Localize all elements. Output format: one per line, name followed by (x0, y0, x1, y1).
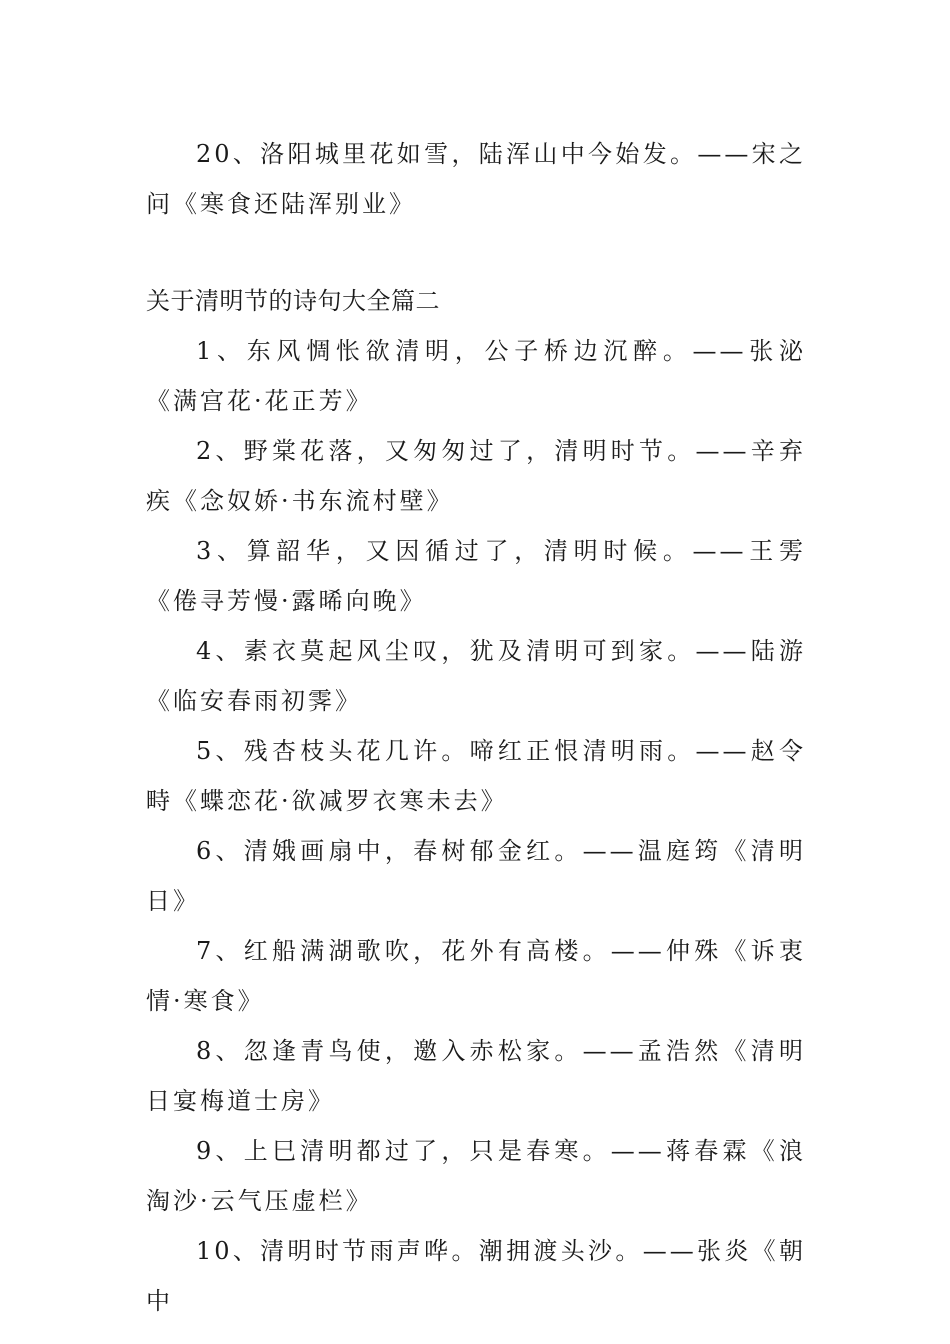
poem-entry-6: 6、清娥画扇中，春树郁金红。——温庭筠《清明日》 (146, 837, 806, 915)
poem-entry-4: 4、素衣莫起风尘叹，犹及清明可到家。——陆游《临安春雨初霁》 (146, 637, 806, 715)
poem-entry-10: 10、清明时节雨声哗。潮拥渡头沙。——张炎《朝中 (146, 1237, 806, 1315)
poem-entry-7: 7、红船满湖歌吹，花外有高楼。——仲殊《诉衷情·寒食》 (146, 937, 806, 1015)
poem-entry-3: 3、算韶华，又因循过了，清明时候。——王雱《倦寻芳慢·露晞向晚》 (146, 537, 806, 615)
poem-entry-8: 8、忽逢青鸟使，邀入赤松家。——孟浩然《清明日宴梅道士房》 (146, 1037, 806, 1115)
poem-entry-1: 1、东风惆怅欲清明，公子桥边沉醉。——张泌《满宫花·花正芳》 (146, 337, 806, 415)
poem-entry-block-top (146, 129, 806, 229)
poem-entry-2: 2、野棠花落，又匆匆过了，清明时节。——辛弃疾《念奴娇·书东流村壁》 (146, 437, 806, 515)
poem-entry-20: 20、洛阳城里花如雪，陆浑山中今始发。——宋之问《寒食还陆浑别业》 (146, 140, 806, 218)
poem-entry-9: 9、上巳清明都过了，只是春寒。——蒋春霖《浪淘沙·云气压虚栏》 (146, 1137, 806, 1215)
section-heading: 关于清明节的诗句大全篇二 (146, 287, 440, 315)
poem-list (146, 326, 806, 1326)
poem-entry-5: 5、残杏枝头花几许。啼红正恨清明雨。——赵令畤《蝶恋花·欲减罗衣寒未去》 (146, 737, 806, 815)
